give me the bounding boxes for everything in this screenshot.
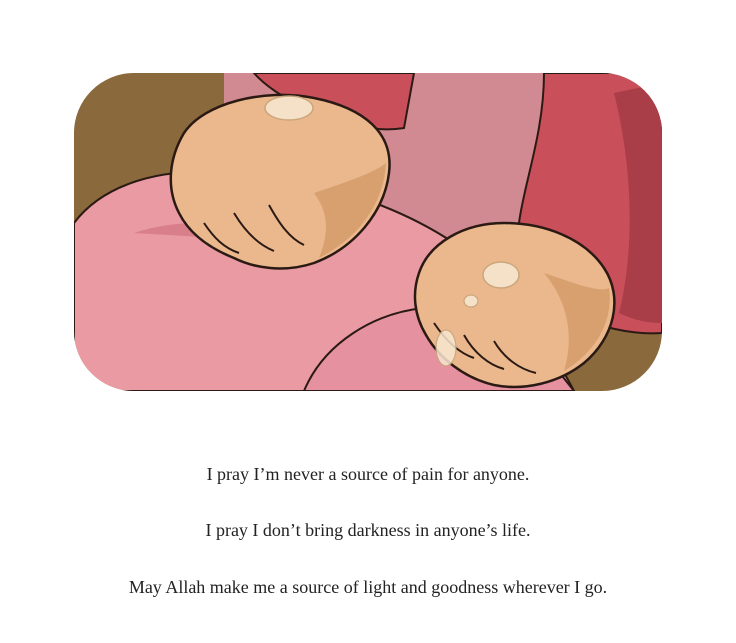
tear-drop bbox=[483, 262, 519, 288]
caption-line-1: I pray I’m never a source of pain for anyone. bbox=[206, 464, 530, 484]
anime-hands-illustration bbox=[74, 73, 662, 391]
illustration bbox=[74, 73, 662, 391]
tear-drop bbox=[464, 295, 478, 307]
caption-line-3: May Allah make me a source of light and goodness wherever I go. bbox=[128, 577, 608, 597]
caption-line-2: I pray I don’t bring darkness in anyone’s life. bbox=[205, 520, 531, 540]
tear-drop bbox=[265, 96, 313, 120]
tear-drop bbox=[436, 330, 456, 366]
